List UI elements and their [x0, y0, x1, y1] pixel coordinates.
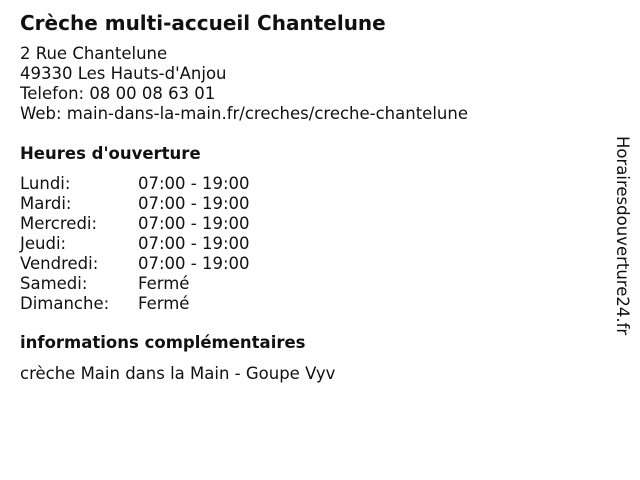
hours-row [20, 234, 600, 254]
hours-row [20, 214, 600, 234]
site-watermark: Horairesdouverture24.fr [613, 136, 632, 336]
hours-row [20, 294, 600, 314]
hours-time: 07:00 - 19:00 [138, 174, 250, 193]
phone-number[interactable]: 08 00 08 63 01 [89, 84, 216, 103]
hours-time: 07:00 - 19:00 [138, 254, 250, 273]
hours-time: 07:00 - 19:00 [138, 194, 250, 213]
hours-day: Mercredi: [20, 214, 98, 233]
web-label: Web: [20, 104, 62, 123]
city-address: 49330 Les Hauts-d'Anjou [20, 64, 227, 83]
hours-heading: Heures d'ouverture [20, 144, 201, 163]
hours-row [20, 194, 600, 214]
street-address: 2 Rue Chantelune [20, 44, 168, 63]
info-heading: informations complémentaires [20, 333, 306, 352]
hours-time: 07:00 - 19:00 [138, 214, 250, 233]
web-line [20, 104, 600, 124]
hours-row [20, 274, 600, 294]
address-block [20, 44, 600, 124]
hours-time: Fermé [138, 274, 190, 293]
hours-row [20, 254, 600, 274]
hours-row [20, 174, 600, 194]
phone-line [20, 84, 600, 104]
web-link[interactable]: main-dans-la-main.fr/creches/creche-chantelune [66, 104, 468, 123]
hours-day: Dimanche: [20, 294, 110, 313]
business-title: Crèche multi-accueil Chantelune [20, 11, 386, 35]
hours-table [20, 174, 600, 314]
hours-day: Vendredi: [20, 254, 99, 273]
phone-label: Telefon: [20, 84, 85, 103]
info-text: crèche Main dans la Main - Goupe Vyv [20, 364, 336, 383]
hours-day: Mardi: [20, 194, 72, 213]
hours-time: 07:00 - 19:00 [138, 234, 250, 253]
business-card [20, 10, 600, 384]
hours-day: Lundi: [20, 174, 71, 193]
hours-day: Samedi: [20, 274, 88, 293]
hours-day: Jeudi: [20, 234, 67, 253]
hours-time: Fermé [138, 294, 190, 313]
